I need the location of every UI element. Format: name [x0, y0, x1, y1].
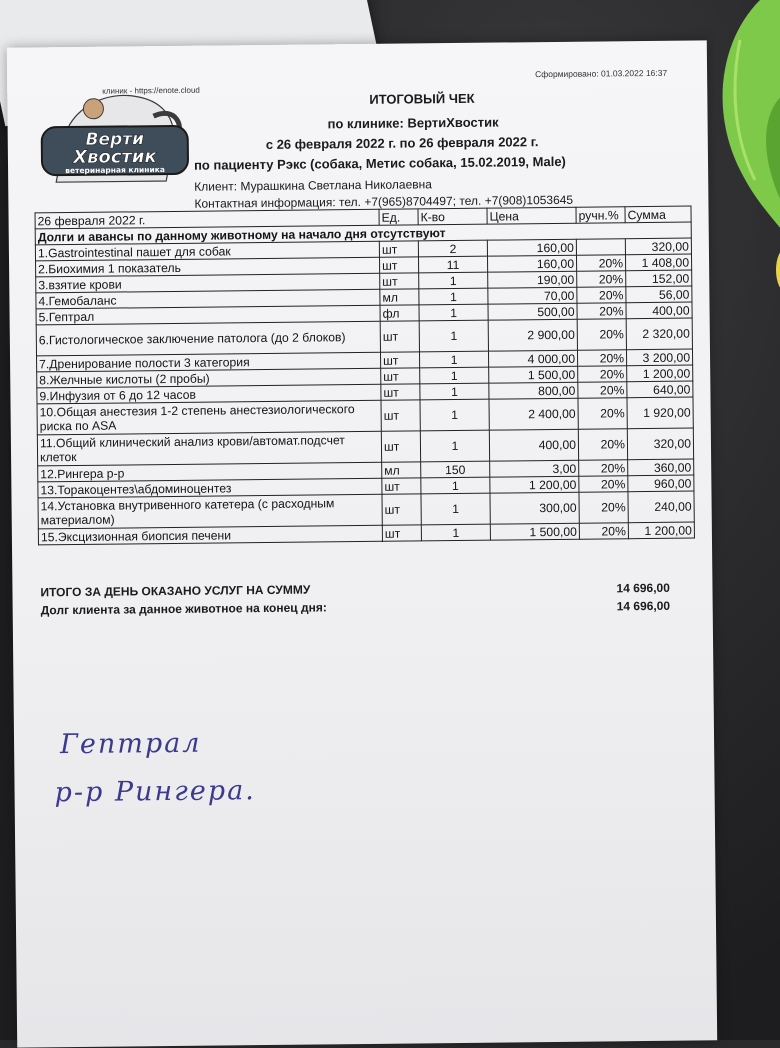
item-unit: шт [381, 384, 420, 400]
item-price: 3,00 [490, 460, 579, 477]
item-name: 2.Биохимия 1 показатель [36, 257, 380, 277]
item-qty: 150 [421, 461, 490, 478]
item-unit: шт [379, 241, 418, 257]
logo-word-2: Хвостик [73, 146, 157, 169]
client-line: Клиент: Мурашкина Светлана Николаевна [194, 177, 432, 194]
item-discount: 20% [577, 319, 626, 351]
plant-leaves-image [700, 0, 780, 300]
item-sum: 56,00 [626, 286, 692, 303]
item-discount: 20% [579, 523, 628, 540]
col-price-header: Цена [487, 207, 576, 224]
item-price: 800,00 [489, 382, 578, 399]
clinic-line: по клинике: ВертиХвостик [327, 114, 499, 132]
item-discount: 20% [577, 287, 626, 304]
item-discount: 20% [578, 382, 627, 399]
item-qty: 1 [419, 304, 488, 321]
services-table [35, 206, 695, 546]
item-price: 300,00 [490, 492, 579, 524]
item-sum: 240,00 [628, 491, 694, 523]
col-unit-header: Ед. [379, 209, 418, 225]
item-price: 1 500,00 [489, 366, 578, 383]
item-price: 2 400,00 [489, 398, 578, 430]
item-qty: 1 [420, 367, 489, 384]
item-discount: 20% [576, 255, 625, 272]
col-discount-header: ручн.% [576, 207, 625, 224]
item-unit: шт [380, 352, 419, 368]
item-discount: 20% [579, 476, 628, 493]
item-price: 400,00 [489, 429, 578, 461]
item-price: 1 500,00 [490, 523, 579, 540]
item-sum: 1 200,00 [628, 522, 694, 539]
date-cell: 26 февраля 2022 г. [35, 209, 379, 229]
item-price: 160,00 [487, 239, 576, 256]
item-unit: шт [382, 525, 421, 541]
item-qty: 1 [420, 399, 489, 431]
item-price: 160,00 [487, 255, 576, 272]
item-sum: 3 200,00 [626, 349, 692, 366]
logo-word-1: Верти [85, 129, 145, 150]
item-name: 1.Gastrointestinal пашет для собак [35, 241, 379, 261]
item-unit: мл [382, 462, 421, 478]
item-name: 6.Гистологическое заключение патолога (до 2 блоков) [36, 321, 380, 356]
receipt-paper [7, 40, 717, 1047]
item-price: 1 200,00 [490, 476, 579, 493]
item-qty: 1 [419, 272, 488, 289]
debt-end-label: Долг клиента за данное животное на конец дня: [40, 600, 327, 618]
handwritten-note-line-1: Гептрал [59, 727, 202, 761]
item-discount: 20% [579, 460, 628, 477]
item-discount: 20% [577, 271, 626, 288]
item-unit: шт [380, 273, 419, 289]
item-sum: 960,00 [628, 475, 694, 492]
item-discount: 20% [579, 492, 628, 524]
item-price: 500,00 [488, 303, 577, 320]
item-unit: шт [381, 431, 420, 462]
item-sum: 640,00 [627, 381, 693, 398]
item-sum: 320,00 [627, 428, 693, 460]
item-unit: шт [381, 368, 420, 384]
item-qty: 1 [420, 430, 489, 462]
clinic-logo [35, 86, 196, 188]
item-sum: 320,00 [625, 238, 691, 255]
item-qty: 1 [421, 493, 490, 525]
logo-subtitle: ветеринарная клиника [65, 165, 165, 176]
item-discount: 20% [578, 366, 627, 383]
item-price: 70,00 [488, 287, 577, 304]
item-sum: 400,00 [626, 302, 692, 319]
item-name: 8.Желчные кислоты (2 пробы) [37, 368, 381, 388]
item-discount: 20% [577, 303, 626, 320]
item-sum: 2 320,00 [626, 318, 692, 350]
day-total-value: 14 696,00 [616, 580, 670, 596]
debt-section-text: Долги и авансы по данному животному на начало дня отсутствуют [35, 222, 691, 245]
item-unit: шт [380, 321, 419, 352]
item-name: 3.взятие крови [36, 273, 380, 293]
item-price: 2 900,00 [488, 319, 577, 351]
item-unit: фл [380, 305, 419, 321]
item-sum: 1 200,00 [627, 365, 693, 382]
item-price: 190,00 [488, 271, 577, 288]
item-discount: 20% [578, 429, 627, 461]
period-line: с 26 февраля 2022 г. по 26 февраля 2022 г. [265, 134, 539, 152]
item-sum: 1 408,00 [625, 254, 691, 271]
item-name: 9.Инфузия от 6 до 12 часов [37, 384, 381, 404]
item-unit: шт [381, 400, 420, 431]
item-qty: 11 [418, 256, 487, 273]
col-sum-header: Сумма [625, 206, 691, 223]
item-name: 11.Общий клинический анализ крови/автомат.подсчет клеток [37, 431, 381, 466]
item-name: 4.Гемобаланс [36, 289, 380, 309]
item-name: 13.Торакоцентез\абдоминоцентез [38, 478, 382, 498]
item-name: 10.Общая анестезия 1-2 степень анестезиологического риска по ASA [37, 400, 381, 435]
day-total-label: ИТОГО ЗА ДЕНЬ ОКАЗАНО УСЛУГ НА СУММУ [40, 582, 311, 600]
patient-line: по пациенту Рэкс (собака, Метис собака, 15.02.2019, Male) [193, 153, 566, 173]
item-discount: 20% [577, 350, 626, 367]
item-name: 15.Эксцизионная биопсия печени [38, 525, 382, 545]
item-qty: 1 [419, 351, 488, 368]
receipt-title: ИТОГОВЫЙ ЧЕК [369, 90, 475, 107]
item-name: 12.Рингера р-р [38, 462, 382, 482]
item-discount [576, 239, 625, 256]
item-discount: 20% [578, 398, 627, 430]
handwritten-note-line-2: р-р Рингера. [54, 775, 256, 809]
item-qty: 1 [420, 383, 489, 400]
col-qty-header: К-во [418, 208, 487, 225]
item-unit: шт [382, 478, 421, 494]
item-price: 4 000,00 [488, 350, 577, 367]
item-sum: 152,00 [626, 270, 692, 287]
debt-end-value: 14 696,00 [616, 598, 671, 614]
item-qty: 1 [421, 524, 490, 541]
item-qty: 1 [419, 288, 488, 305]
source-link: клиник - https://enote.cloud [102, 85, 200, 96]
item-unit: шт [382, 494, 421, 525]
item-unit: шт [379, 257, 418, 273]
item-name: 14.Установка внутривенного катетера (с расходным материалом) [38, 494, 382, 529]
item-qty: 1 [419, 320, 488, 352]
item-sum: 1 920,00 [627, 397, 693, 429]
item-name: 5.Гептрал [36, 305, 380, 325]
item-qty: 1 [421, 477, 490, 494]
item-name: 7.Дренирование полости 3 категория [37, 352, 381, 372]
item-qty: 2 [418, 240, 487, 257]
item-sum: 360,00 [628, 459, 694, 476]
contact-line: Контактная информация: тел. +7(965)8704497; тел. +7(908)1053645 [194, 192, 574, 211]
item-unit: мл [380, 289, 419, 305]
generated-timestamp: Сформировано: 01.03.2022 16:37 [535, 67, 668, 80]
